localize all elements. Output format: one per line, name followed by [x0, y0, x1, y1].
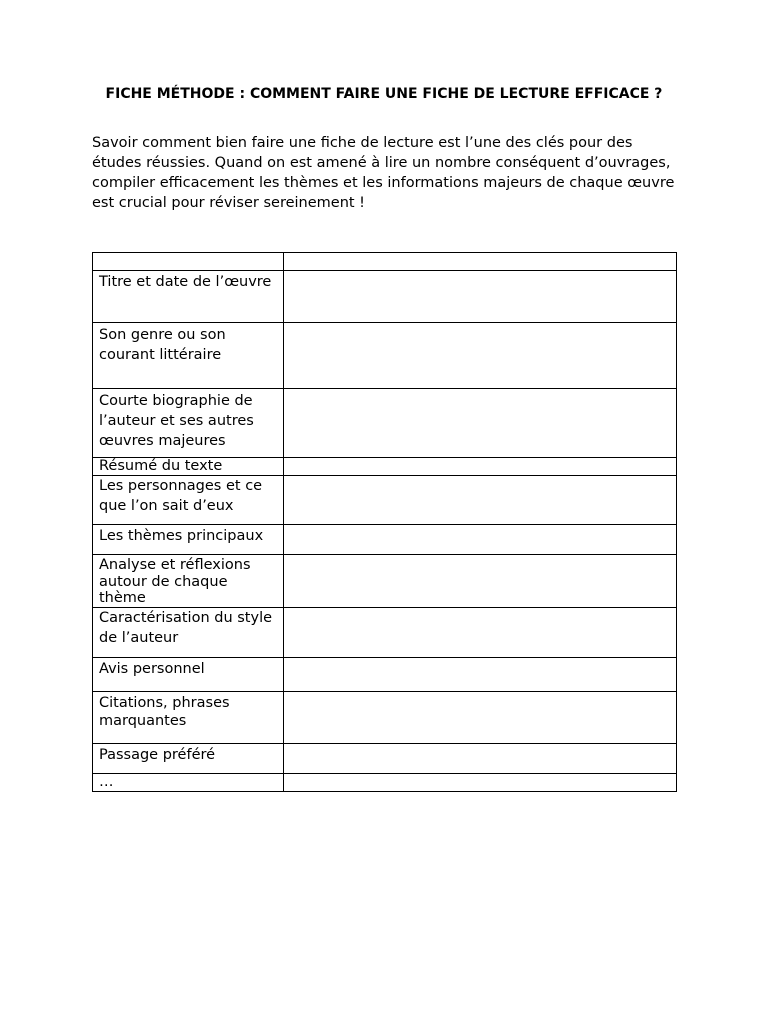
row-value-cell[interactable]: [284, 458, 677, 476]
row-value-cell[interactable]: [284, 743, 677, 773]
table-row: [93, 773, 677, 791]
row-value-cell[interactable]: [284, 323, 677, 389]
table-row: [93, 271, 677, 323]
table-row: [93, 691, 677, 743]
table-row: [93, 743, 677, 773]
row-label: Courte biographie de l’auteur et ses autres œuvres majeures: [93, 389, 284, 458]
table-row: [93, 389, 677, 458]
reading-sheet-table: [92, 252, 677, 792]
table-header-row: [93, 253, 677, 271]
table-row: [93, 555, 677, 608]
table-row: [93, 476, 677, 525]
row-value-cell[interactable]: [284, 555, 677, 608]
row-label: Les thèmes principaux: [93, 525, 284, 555]
header-cell-value: [284, 253, 677, 271]
header-cell-label: [93, 253, 284, 271]
row-value-cell[interactable]: [284, 525, 677, 555]
table-row: [93, 657, 677, 691]
row-value-cell[interactable]: [284, 271, 677, 323]
row-value-cell[interactable]: [284, 657, 677, 691]
row-label: Passage préféré: [93, 743, 284, 773]
row-value-cell[interactable]: [284, 389, 677, 458]
row-label: Résumé du texte: [93, 458, 284, 476]
row-label: Citations, phrases marquantes: [93, 691, 284, 743]
row-label: Avis personnel: [93, 657, 284, 691]
row-value-cell[interactable]: [284, 691, 677, 743]
row-label: Son genre ou son courant littéraire: [93, 323, 284, 389]
intro-paragraph: Savoir comment bien faire une fiche de lecture est l’une des clés pour des études réussies. Quand on est amené à lire un nombre conséquent d’ouvrages, compiler efficacement les thèmes et les informations majeurs de chaque œuvre est crucial pour réviser sereinement !: [92, 135, 675, 211]
row-value-cell[interactable]: [284, 607, 677, 657]
table-row: [93, 607, 677, 657]
row-value-cell[interactable]: [284, 476, 677, 525]
row-value-cell[interactable]: [284, 773, 677, 791]
table-row: [93, 525, 677, 555]
row-label: …: [93, 773, 284, 791]
table-row: [93, 458, 677, 476]
row-label: Caractérisation du style de l’auteur: [93, 607, 284, 657]
row-label: Les personnages et ce que l’on sait d’eux: [93, 476, 284, 525]
row-label: Titre et date de l’œuvre: [93, 271, 284, 323]
document-title: FICHE MÉTHODE : COMMENT FAIRE UNE FICHE DE LECTURE EFFICACE ?: [105, 86, 663, 102]
row-label: Analyse et réflexions autour de chaque thème: [93, 555, 284, 608]
table-row: [93, 323, 677, 389]
